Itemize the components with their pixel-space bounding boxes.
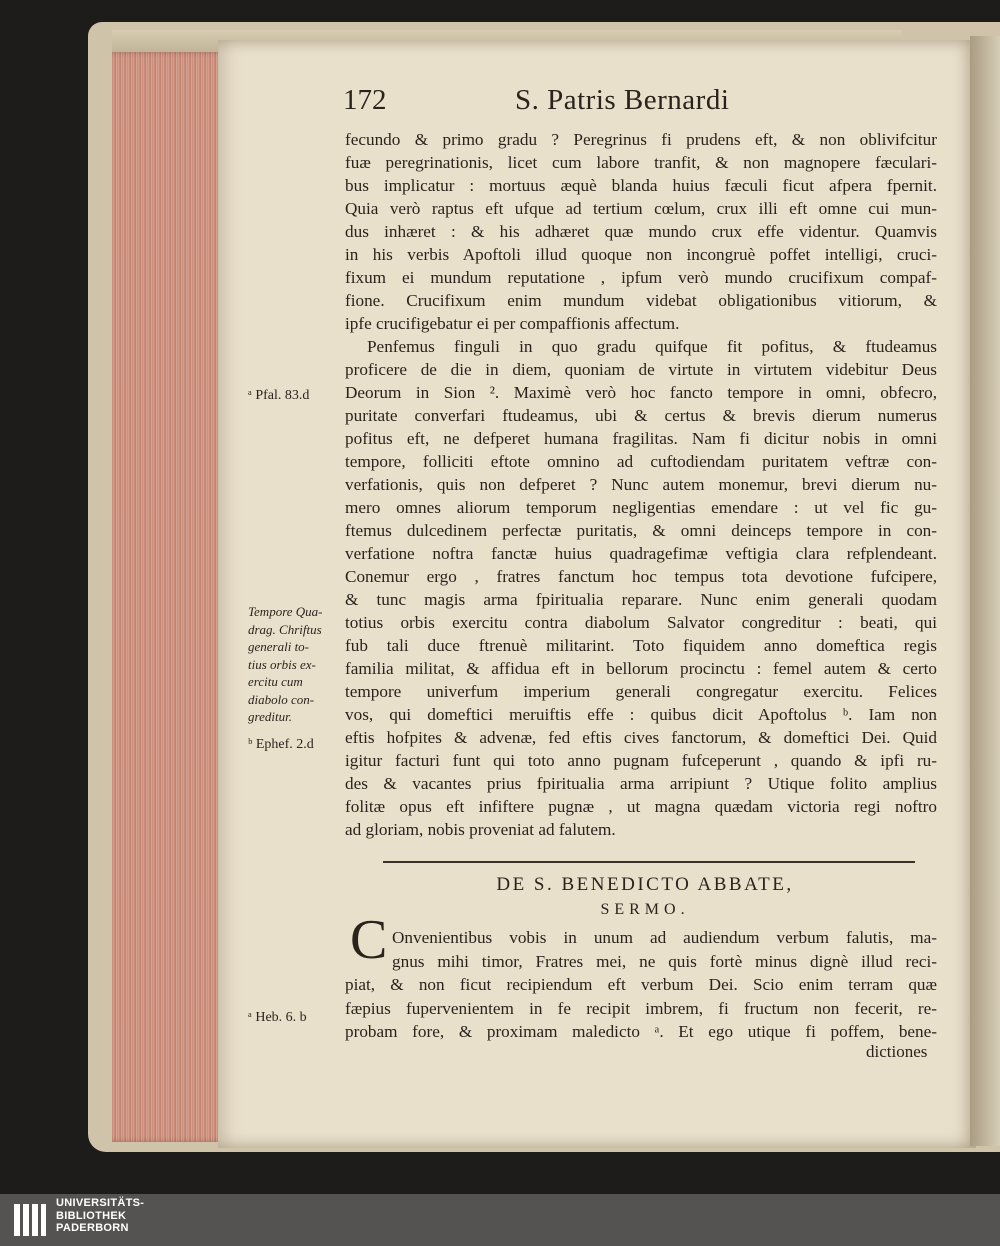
margin-note-line: tius orbis ex- [248, 656, 316, 672]
text-line: ipfe crucifigebatur ei per compaffionis affectum. [345, 314, 680, 333]
fore-edge [112, 52, 228, 1142]
text-line: Conemur ergo , fratres fanctum hoc tempus tota devotione fufcipere, [345, 567, 937, 586]
margin-note-line: diabolo con- [248, 691, 315, 707]
text-line: in his verbis Apoftoli illud quoque non incongruè poffet intelligi, cruci- [345, 245, 937, 264]
running-title: S. Patris Bernardi [515, 84, 730, 116]
text-line: tempore, folliciti eftote omnino ad cuftodiendam puritatem veftræ con- [345, 452, 937, 471]
text-line: Quia verò raptus eft ufque ad tertium cœlum, crux illi eft omne cui mun- [345, 199, 937, 218]
text-line: fecundo & primo gradu ? Peregrinus fi prudens eft, & non oblivifcitur [345, 130, 937, 149]
margin-note-hebrews: ᵃ Heb. 6. b [248, 1010, 307, 1025]
text-line: Deorum in Sion ². Maximè verò hoc fancto tempore in omni, obfecro, [345, 383, 937, 402]
institution-name-line: BIBLIOTHEK [56, 1209, 127, 1222]
text-line: eftis hofpites & advenæ, fed eftis cives fanctorum, & domeftici Dei. Quid [345, 728, 937, 747]
text-line: bus implicatur : mortuus æquè blanda huius fæculi ficut afpera fpernit. [345, 176, 937, 195]
text-line: familia militat, & affidua eft in bellorum procinctu : femel autem & certo [345, 659, 937, 678]
margin-note-psalm: ᵃ Pfal. 83.d [248, 388, 310, 403]
sermon-line: piat, & non ficut recipiendum eft verbum Dei. Scio enim terram quæ [345, 975, 937, 994]
text-line: fuæ peregrinationis, licet cum labore tranfit, & non magnopere fæculari- [345, 153, 937, 172]
margin-note-line: Tempore Qua- [248, 604, 323, 619]
institution-name-line: UNIVERSITÄTS- [56, 1197, 145, 1209]
text-line: fione. Crucifixum enim mundum videbat obligationibus vitiorum, & [345, 291, 937, 310]
margin-note-line: drag. Chriftus [248, 621, 322, 637]
text-line: puritate converfari ftudeamus, ubi & certus & brevis dierum numerus [345, 406, 937, 425]
sermon-line: gnus mihi timor, Fratres mei, ne quis fortè minus dignè illud reci- [392, 951, 937, 971]
text-line: ad gloriam, nobis proveniat ad falutem. [345, 820, 616, 839]
footer-bar [0, 1194, 1000, 1246]
text-line: mero omnes aliorum temporum negligentias emendare : ut vel fic gu- [345, 498, 937, 517]
text-line: des & vacantes prius fpiritualia arma arripiunt ? Utique folito amplius [345, 774, 937, 793]
margin-note-line: greditur. [248, 709, 292, 724]
text-line: pofitus eft, ne defperet humana fragilitas. Nam fi dicitur nobis in omni [345, 429, 937, 448]
text-line: folitæ opus eft infiftere pugnæ , ut magna quædam victoria regi noftro [345, 797, 937, 816]
section-subtitle: SERMO. [600, 901, 690, 918]
text-line: fixum ei mundum reputatione , ipfum verò mundo crucifixum compaf- [345, 268, 937, 287]
margin-note-ephesians: ᵇ Ephef. 2.d [248, 737, 314, 752]
text-line: igitur facturi funt qui toto anno pugnam fufceperunt , quando & ipfi ru- [345, 751, 937, 770]
sermon-line: probam fore, & proximam maledicto ᵃ. Et ego utique fi poffem, bene- [345, 1022, 937, 1041]
section-rule [383, 861, 915, 863]
text-line: verfatione noftra fanctæ huius quadragefimæ veftigia clara refplendeant. [345, 544, 937, 563]
institution-name-line: PADERBORN [56, 1222, 129, 1234]
margin-note-line: ercitu cum [248, 674, 303, 689]
sermon-line: fæpius fupervenientem in fe recipit imbrem, fi fructum non fecerit, re- [345, 998, 937, 1018]
text-line: tempore univerfum imperium generali congregatur exercitu. Felices [345, 682, 937, 701]
text-line: totius orbis exercitu contra diabolum Salvator congreditur : beati, qui [345, 613, 937, 632]
text-line: verfationis, quis non defperet ? Nunc autem monemur, brevi dierum nu- [345, 475, 937, 494]
text-line: ftemus dulcedinem perfectæ puritatis, & omni deinceps tempore in con- [345, 521, 937, 540]
catchword: dictiones [866, 1042, 928, 1061]
library-logo-icon [12, 1200, 48, 1240]
text-line: proficere de die in diem, quoniam de virtute in virtutem videbitur Deus [345, 360, 937, 379]
text-line: fub tali duce ftrenuè militarint. Toto fiquidem anno domeftica regis [345, 636, 937, 655]
text-line: dus inhæret : & his adhæret quæ mundo crux effe videntur. Quamvis [345, 222, 937, 241]
section-title: DE S. BENEDICTO ABBATE, [496, 874, 794, 895]
margin-note-line: generali to- [248, 639, 310, 654]
drop-cap: C [350, 909, 388, 971]
sermon-line: Onvenientibus vobis in unum ad audiendum verbum falutis, ma- [392, 928, 937, 947]
page-number: 172 [343, 84, 387, 116]
text-line: Penfemus finguli in quo gradu quifque fit pofitus, & ftudeamus [367, 337, 937, 356]
facing-page-edge [970, 36, 1000, 1146]
institution-name [56, 1197, 144, 1235]
text-line: vos, qui domeftici meruiftis effe : quibus dicit Apoftolus ᵇ. Iam non [345, 705, 937, 724]
text-line: & tunc magis arma fpiritualia reparare. Nunc enim generali quodam [345, 590, 937, 609]
running-head [343, 84, 943, 124]
